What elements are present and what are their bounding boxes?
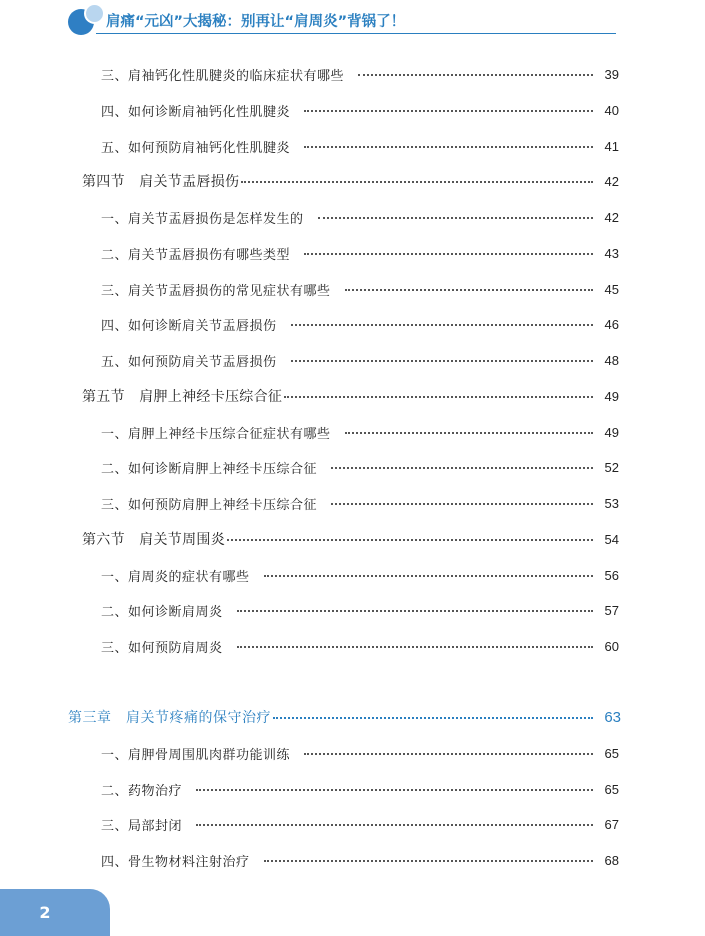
toc-item[interactable] [101, 634, 619, 658]
dot-leader [196, 789, 593, 791]
running-header [0, 0, 705, 40]
dot-leader [304, 110, 593, 112]
toc-item[interactable] [101, 848, 619, 872]
toc-entry-page: 49 [604, 424, 619, 440]
toc-chapter[interactable] [68, 705, 621, 729]
dot-leader [318, 217, 593, 219]
toc-item[interactable] [101, 420, 619, 444]
toc-entry-page: 48 [604, 352, 619, 368]
dot-leader [264, 575, 593, 577]
toc-entry-title: 二、肩关节盂唇损伤有哪些类型 [101, 247, 291, 263]
page-number-tab [0, 889, 110, 936]
toc-entry-title: 二、如何诊断肩周炎 [101, 604, 223, 620]
toc-item[interactable] [101, 777, 619, 801]
toc-entry-title: 第六节 肩关节周围炎 [82, 532, 225, 548]
dot-leader [227, 539, 593, 541]
dot-leader [291, 360, 593, 362]
toc-item[interactable] [101, 741, 619, 765]
book-title: 肩痛“元凶”大揭秘：别再让“肩周炎”背锅了！ [106, 14, 406, 30]
toc-entry-title: 三、如何预防肩周炎 [101, 640, 223, 656]
toc-entry-title: 四、如何诊断肩袖钙化性肌腱炎 [101, 104, 291, 120]
toc-entry-page: 42 [604, 209, 619, 225]
toc-item[interactable] [101, 205, 619, 229]
toc-entry-page: 56 [604, 567, 619, 583]
toc-entry-title: 四、骨生物材料注射治疗 [101, 854, 250, 870]
dot-leader [291, 324, 593, 326]
toc-entry-title: 二、药物治疗 [101, 783, 183, 799]
dot-leader [284, 396, 593, 398]
dot-leader [331, 467, 593, 469]
toc-entry-title: 第三章 肩关节疼痛的保守治疗 [68, 710, 271, 726]
toc-item[interactable] [101, 98, 619, 122]
toc-entry-page: 54 [604, 531, 619, 547]
dot-leader [304, 753, 593, 755]
toc-entry-page: 65 [604, 781, 619, 797]
toc-entry-title: 一、肩胛骨周围肌肉群功能训练 [101, 747, 291, 763]
toc-item[interactable] [101, 563, 619, 587]
toc-item[interactable] [101, 312, 619, 336]
dot-leader [345, 289, 593, 291]
toc-entry-title: 第四节 肩关节盂唇损伤 [82, 174, 240, 190]
toc-item[interactable] [101, 134, 619, 158]
toc-entry-title: 五、如何预防肩袖钙化性肌腱炎 [101, 140, 291, 156]
toc-entry-page: 40 [604, 102, 619, 118]
dot-leader [304, 253, 593, 255]
toc-entry-page: 67 [604, 816, 619, 832]
dot-leader [264, 860, 593, 862]
toc-item[interactable] [101, 348, 619, 372]
dot-leader [237, 610, 593, 612]
toc-entry-title: 三、局部封闭 [101, 818, 183, 834]
dot-leader [304, 146, 593, 148]
dot-leader [237, 646, 593, 648]
toc-entry-title: 三、肩袖钙化性肌腱炎的临床症状有哪些 [101, 68, 345, 84]
toc-entry-title: 一、肩胛上神经卡压综合征症状有哪些 [101, 426, 331, 442]
toc-entry-title: 第五节 肩胛上神经卡压综合征 [82, 389, 283, 405]
dot-leader [331, 503, 593, 505]
dot-leader [345, 432, 593, 434]
toc-entry-page: 49 [604, 388, 619, 404]
dot-leader [273, 717, 593, 719]
toc-entry-page: 65 [604, 745, 619, 761]
toc-entry-page: 39 [604, 66, 619, 82]
toc-entry-page: 43 [604, 245, 619, 261]
toc-entry-title: 二、如何诊断肩胛上神经卡压综合征 [101, 461, 318, 477]
toc-entry-page: 45 [604, 281, 619, 297]
header-small-circle-icon [84, 3, 105, 24]
toc-entry-page: 41 [604, 138, 619, 154]
toc-entry-page: 57 [604, 602, 619, 618]
toc-item[interactable] [101, 455, 619, 479]
toc-entry-page: 46 [604, 316, 619, 332]
page-number: 2 [39, 903, 51, 922]
toc-item[interactable] [101, 812, 619, 836]
dot-leader [358, 74, 593, 76]
toc-entry-title: 一、肩周炎的症状有哪些 [101, 569, 250, 585]
toc-item[interactable] [101, 598, 619, 622]
toc-entry-page: 53 [604, 495, 619, 511]
dot-leader [196, 824, 593, 826]
toc-entry-page: 42 [604, 173, 619, 189]
toc-entry-page: 68 [604, 852, 619, 868]
toc-section[interactable] [82, 384, 619, 408]
toc-section[interactable] [82, 169, 619, 193]
toc-entry-title: 四、如何诊断肩关节盂唇损伤 [101, 318, 277, 334]
toc-entry-page: 60 [604, 638, 619, 654]
toc-item[interactable] [101, 241, 619, 265]
toc-entry-title: 三、肩关节盂唇损伤的常见症状有哪些 [101, 283, 331, 299]
toc-item[interactable] [101, 62, 619, 86]
toc-entry-page: 63 [604, 708, 621, 726]
dot-leader [241, 181, 593, 183]
header-rule [96, 33, 616, 34]
toc-section[interactable] [82, 527, 619, 551]
toc-item[interactable] [101, 277, 619, 301]
toc-item[interactable] [101, 491, 619, 515]
toc-entry-title: 一、肩关节盂唇损伤是怎样发生的 [101, 211, 304, 227]
toc-entry-title: 五、如何预防肩关节盂唇损伤 [101, 354, 277, 370]
toc-entry-page: 52 [604, 459, 619, 475]
toc-entry-title: 三、如何预防肩胛上神经卡压综合征 [101, 497, 318, 513]
